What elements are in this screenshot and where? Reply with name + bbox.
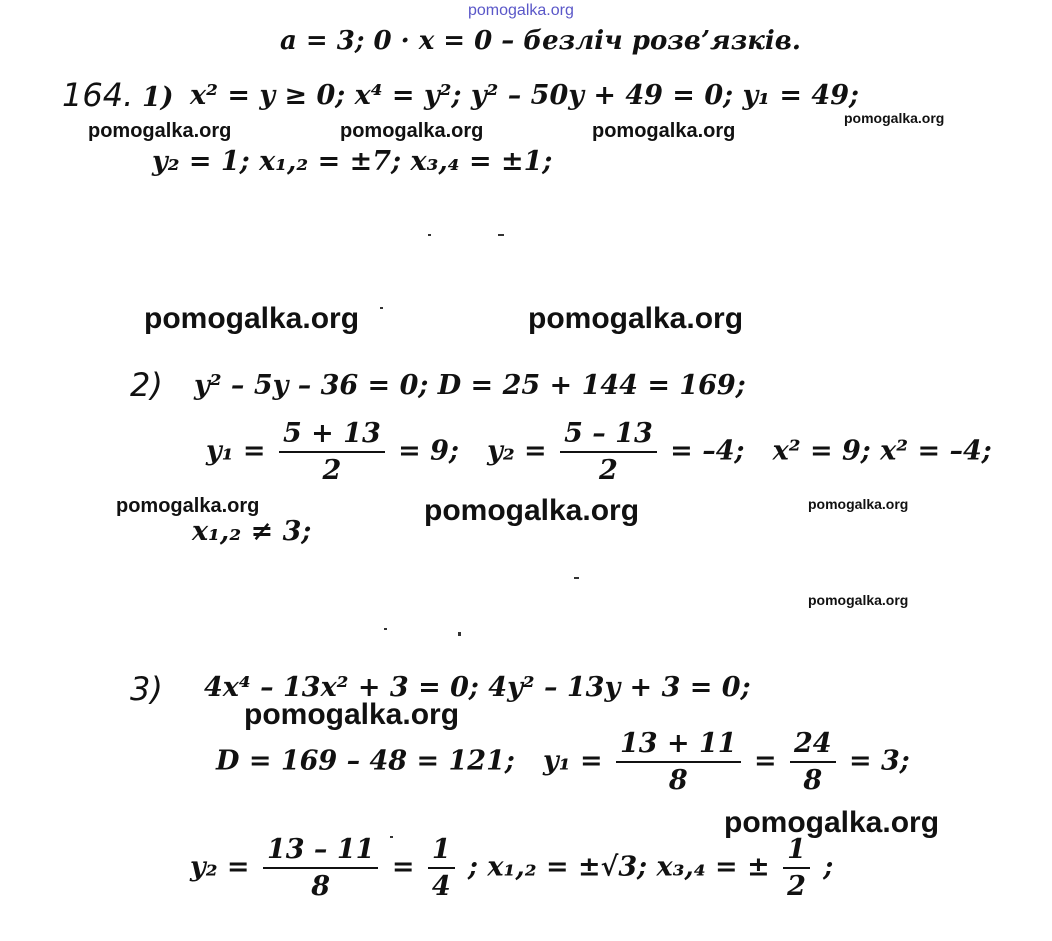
watermark: pomogalka.org	[808, 496, 909, 512]
part-3-line-1: 4x⁴ – 13x² + 3 = 0; 4y² – 13y + 3 = 0;	[204, 672, 751, 703]
denominator: 2	[787, 871, 806, 902]
watermark: pomogalka.org	[88, 120, 232, 142]
fraction	[279, 418, 385, 486]
fraction	[790, 728, 836, 796]
numerator: 5 + 13	[279, 418, 385, 453]
denominator: 2	[599, 455, 618, 486]
numerator: 13 – 11	[263, 834, 378, 869]
watermark: pomogalka.org	[424, 494, 640, 527]
numerator: 13 + 11	[616, 728, 741, 763]
watermark: pomogalka.org	[244, 698, 460, 731]
discriminant: D = 169 – 48 = 121;	[216, 745, 515, 777]
y1-rhs: = 9;	[398, 435, 459, 467]
denominator: 8	[803, 765, 823, 796]
y2-rhs: = –4;	[670, 435, 745, 467]
watermark: pomogalka.org	[844, 110, 945, 126]
numerator: 5 – 13	[560, 418, 657, 453]
part-3-label: 3)	[130, 670, 163, 708]
scan-speck	[384, 628, 387, 630]
scan-speck	[428, 234, 431, 236]
denominator: 2	[322, 455, 342, 486]
part-1-line-1: x² = y ≥ 0; x⁴ = y²; y² – 50y + 49 = 0; y₁ = 49;	[190, 80, 859, 111]
numerator: 24	[790, 728, 836, 763]
y2-lhs: y₂ =	[487, 435, 547, 467]
y1-lhs: y₁ =	[543, 745, 603, 777]
numerator: 1	[783, 834, 810, 869]
part-2-label: 2)	[130, 366, 163, 404]
denominator: 4	[431, 871, 451, 902]
scan-speck	[458, 632, 461, 636]
numerator: 1	[428, 834, 455, 869]
fraction	[560, 418, 657, 486]
watermark: pomogalka.org	[592, 120, 736, 142]
scan-speck	[390, 836, 393, 838]
watermark: pomogalka.org	[528, 302, 744, 335]
scan-speck	[380, 307, 383, 309]
part-3-line-2	[216, 728, 910, 796]
part-3-line-3	[190, 834, 833, 902]
scan-speck	[498, 234, 504, 236]
denominator: 8	[311, 871, 331, 902]
part-2-line-3: x₁,₂ ≠ 3;	[192, 516, 312, 547]
denominator: 8	[668, 765, 688, 796]
y1-rhs: = 3;	[848, 745, 910, 777]
fraction	[783, 834, 810, 902]
watermark: pomogalka.org	[340, 120, 484, 142]
equals: =	[753, 745, 777, 777]
equals: =	[391, 851, 415, 883]
part-2-line-1: y² – 5y – 36 = 0; D = 25 + 144 = 169;	[194, 370, 746, 401]
watermark: pomogalka.org	[808, 592, 909, 608]
watermark: pomogalka.org	[144, 302, 360, 335]
y2-lhs: y₂ =	[190, 851, 250, 883]
watermark: pomogalka.org	[724, 806, 940, 839]
line-end: ;	[823, 851, 834, 883]
fraction	[428, 834, 455, 902]
scan-speck	[574, 577, 579, 579]
x-squared: x² = 9; x² = –4;	[772, 435, 992, 467]
fraction	[616, 728, 741, 796]
part-1-line-2: y₂ = 1; x₁,₂ = ±7; x₃,₄ = ±1;	[152, 146, 553, 177]
problem-number: 164.	[62, 76, 134, 114]
watermark: pomogalka.org	[116, 495, 260, 517]
part-1-label: 1)	[142, 82, 174, 113]
fraction	[263, 834, 378, 902]
watermark-top: pomogalka.org	[468, 2, 574, 19]
y1-lhs: y₁ =	[206, 435, 266, 467]
x-roots: ; x₁,₂ = ±√3; x₃,₄ = ±	[468, 851, 770, 883]
line-a3: a = 3; 0 · x = 0 – безліч розв’язків.	[280, 26, 801, 56]
part-2-line-2	[206, 418, 992, 486]
